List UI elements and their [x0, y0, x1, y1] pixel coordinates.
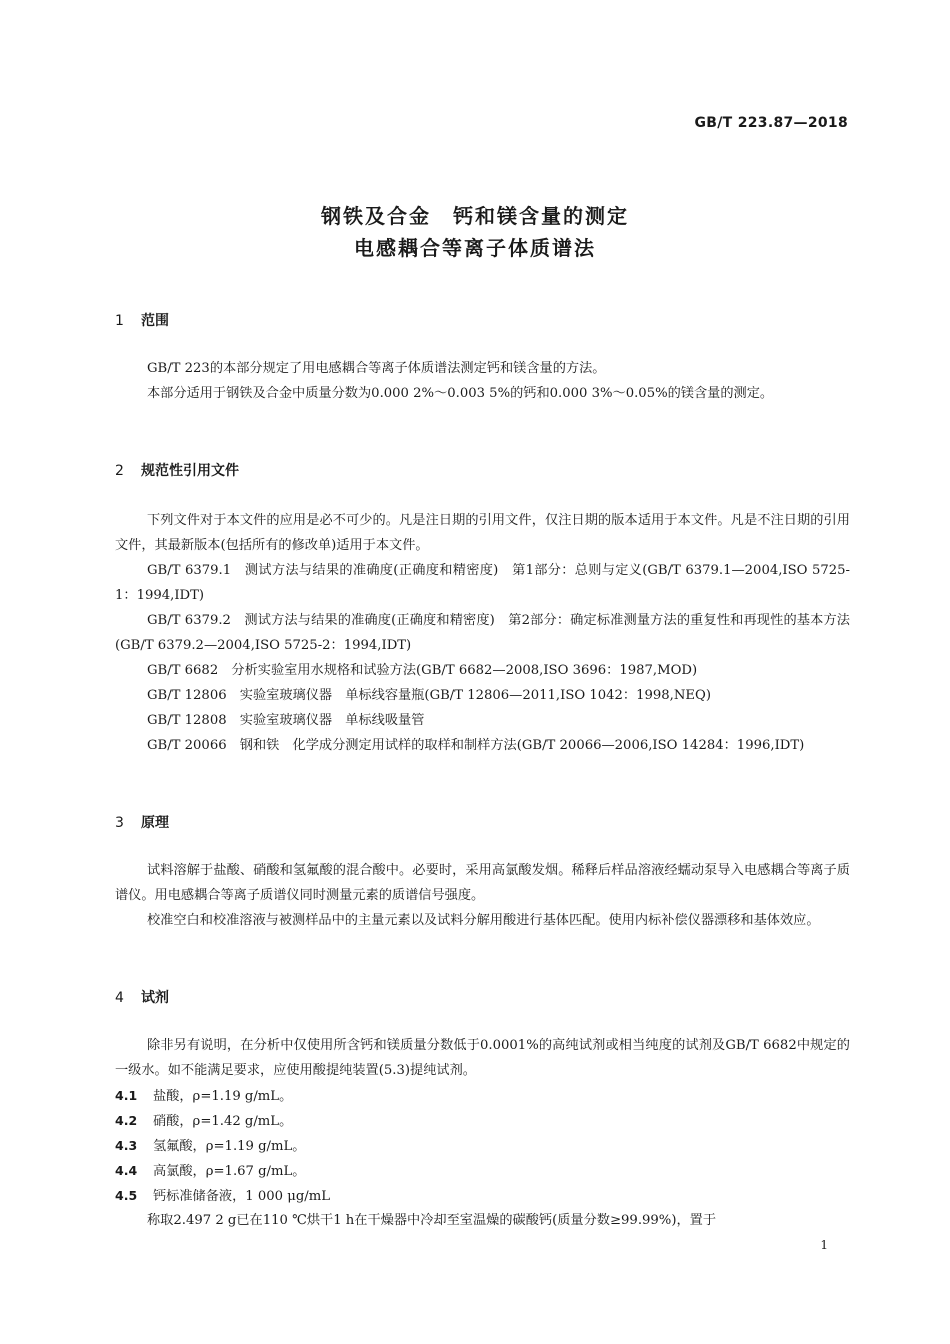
- reagent-text: 高氯酸，ρ=1.67 g/mL。: [153, 1164, 306, 1179]
- section-1-heading: [115, 310, 169, 330]
- section-number: 2: [115, 463, 124, 479]
- section-1-paragraph-1: GB/T 223的本部分规定了用电感耦合等离子体质谱法测定钙和镁含量的方法。: [147, 361, 606, 376]
- reference-item: GB/T 12808 实验室玻璃仪器 单标线吸量管: [147, 713, 425, 728]
- reference-item: GB/T 6379.1 测试方法与结果的准确度(正确度和精密度) 第1部分：总则与定义(GB/T 6379.1—2004,ISO 5725-1：1994,IDT): [115, 563, 850, 603]
- section-2-heading: [115, 460, 239, 480]
- clause-number: 4.3: [115, 1138, 138, 1153]
- reagent-text: 盐酸，ρ=1.19 g/mL。: [153, 1089, 293, 1104]
- section-3-paragraph-2: 校准空白和校准溶液与被测样品中的主量元素以及试料分解用酸进行基体匹配。使用内标补偿仪器漂移和基体效应。: [147, 913, 820, 928]
- reagent-item: [115, 1133, 850, 1159]
- document-title-line-2: 电感耦合等离子体质谱法: [354, 236, 596, 260]
- section-1-paragraph-2: 本部分适用于钢铁及合金中质量分数为0.000 2%～0.003 5%的钙和0.000 3%～0.05%的镁含量的测定。: [147, 386, 774, 401]
- reference-item: GB/T 12806 实验室玻璃仪器 单标线容量瓶(GB/T 12806—2011,ISO 1042：1998,NEQ): [147, 688, 711, 703]
- reference-item: GB/T 20066 钢和铁 化学成分测定用试样的取样和制样方法(GB/T 20066—2006,ISO 14284：1996,IDT): [147, 738, 805, 753]
- standard-code: GB/T 223.87—2018: [694, 115, 848, 131]
- reagent-item: [115, 1083, 850, 1109]
- reagent-item: [115, 1183, 850, 1209]
- document-title-line-1: 钢铁及合金 钙和镁含量的测定: [321, 204, 629, 228]
- section-2-paragraph-1: 下列文件对于本文件的应用是必不可少的。凡是注日期的引用文件，仅注日期的版本适用于本文件。凡是不注日期的引用文件，其最新版本(包括所有的修改单)适用于本文件。: [115, 513, 850, 553]
- section-title: 范围: [141, 313, 169, 329]
- section-title: 试剂: [141, 990, 169, 1006]
- clause-number: 4.4: [115, 1163, 138, 1178]
- reference-item: GB/T 6379.2 测试方法与结果的准确度(正确度和精密度) 第2部分：确定标准测量方法的重复性和再现性的基本方法(GB/T 6379.2—2004,ISO 5725-2：1994,IDT): [115, 613, 850, 653]
- clause-number: 4.1: [115, 1088, 138, 1103]
- section-4-paragraph-2: 称取2.497 2 g已在110 ℃烘干1 h在干燥器中冷却至室温燥的碳酸钙(质量分数≥99.99%)，置于: [147, 1213, 717, 1228]
- section-3-heading: [115, 812, 169, 832]
- reagent-item: [115, 1108, 850, 1134]
- section-4-paragraph-1: 除非另有说明，在分析中仅使用所含钙和镁质量分数低于0.0001%的高纯试剂或相当纯度的试剂及GB/T 6682中规定的一级水。如不能满足要求，应使用酸提纯装置(5.3)提纯试剂。: [115, 1038, 850, 1078]
- reagent-item: [115, 1158, 850, 1184]
- reference-item: GB/T 6682 分析实验室用水规格和试验方法(GB/T 6682—2008,ISO 3696：1987,MOD): [147, 663, 698, 678]
- reagent-text: 钙标准储备液，1 000 μg/mL: [153, 1189, 330, 1204]
- section-3-paragraph-1: 试料溶解于盐酸、硝酸和氢氟酸的混合酸中。必要时，采用高氯酸发烟。稀释后样品溶液经蠕动泵导入电感耦合等离子质谱仪。用电感耦合等离子质谱仪同时测量元素的质谱信号强度。: [115, 863, 850, 903]
- clause-number: 4.2: [115, 1113, 138, 1128]
- clause-number: 4.5: [115, 1188, 138, 1203]
- section-number: 4: [115, 990, 124, 1006]
- section-title: 规范性引用文件: [141, 463, 239, 479]
- section-title: 原理: [141, 815, 169, 831]
- section-number: 1: [115, 313, 124, 329]
- section-number: 3: [115, 815, 124, 831]
- page-number: 1: [820, 1238, 828, 1252]
- section-4-heading: [115, 987, 169, 1007]
- reagent-text: 氢氟酸，ρ=1.19 g/mL。: [153, 1139, 306, 1154]
- reagent-text: 硝酸，ρ=1.42 g/mL。: [153, 1114, 293, 1129]
